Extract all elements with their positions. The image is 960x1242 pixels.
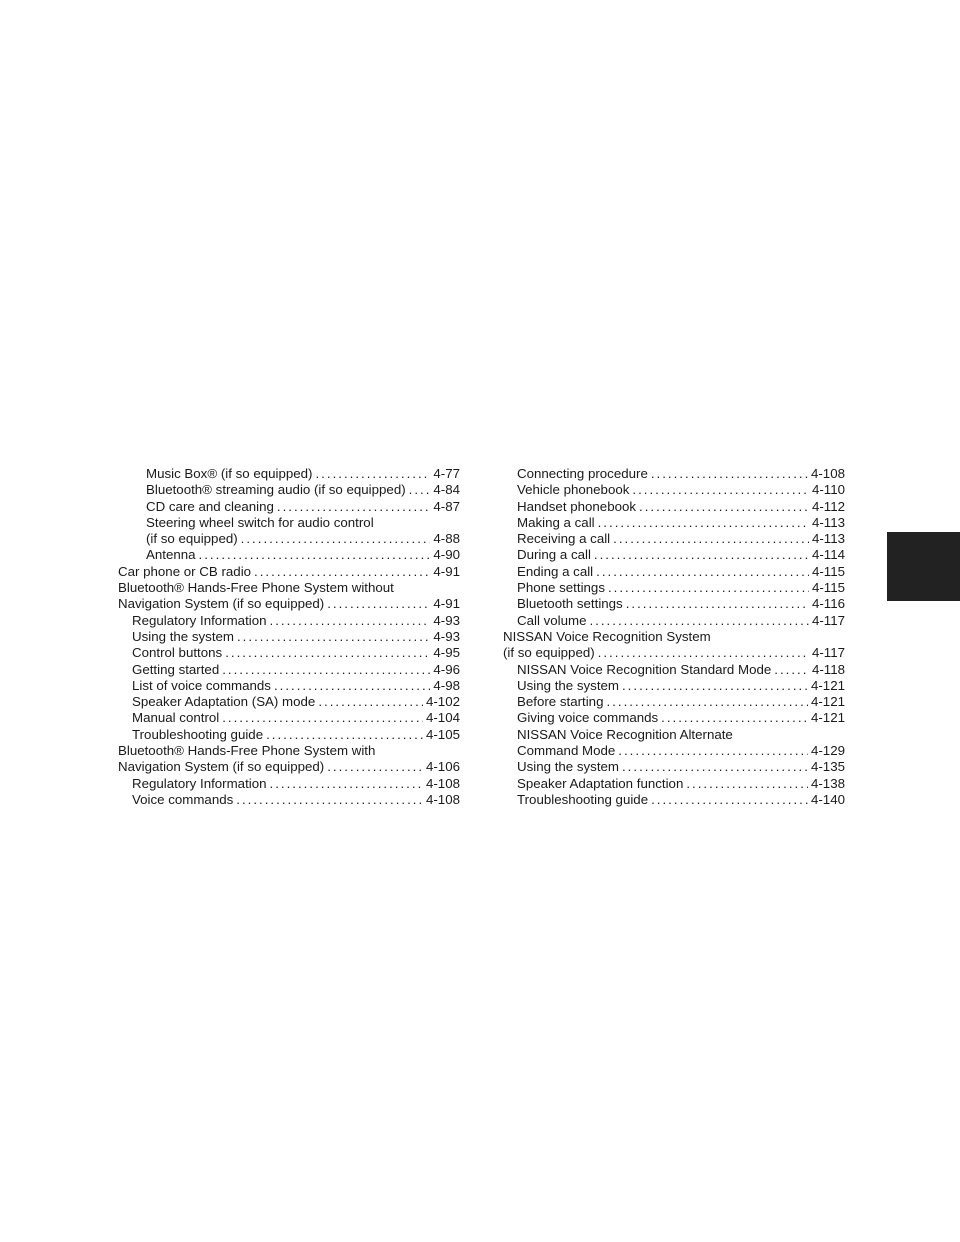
toc-entry-title-line: Bluetooth® Hands-Free Phone System without <box>118 580 394 596</box>
toc-entry[interactable] <box>503 662 845 678</box>
chapter-tab <box>887 532 960 601</box>
toc-entry-page: 4-104 <box>425 710 460 726</box>
toc-entry-title: Regulatory Information <box>132 775 267 791</box>
dot-leader <box>606 694 808 710</box>
toc-entry-page: 4-105 <box>425 726 460 742</box>
toc-entry[interactable] <box>118 776 460 792</box>
toc-entry-page: 4-117 <box>811 645 845 661</box>
toc-entry-title: Using the system <box>517 677 619 693</box>
toc-entry[interactable] <box>118 694 460 710</box>
toc-entry[interactable] <box>503 531 845 547</box>
toc-entry-title: Navigation System (if so equipped) <box>118 596 325 612</box>
toc-entry[interactable] <box>118 547 460 563</box>
toc-entry-page: 4-116 <box>811 596 845 612</box>
toc-entry-title: Command Mode <box>517 743 616 759</box>
toc-entry-page: 4-112 <box>811 498 845 514</box>
toc-entry[interactable] <box>503 694 845 710</box>
dot-leader <box>598 645 809 661</box>
toc-entry[interactable] <box>503 613 845 629</box>
toc-entry[interactable] <box>118 466 460 482</box>
toc-entry[interactable] <box>503 564 845 580</box>
dot-leader <box>315 466 430 482</box>
toc-entry-title: Using the system <box>132 628 234 644</box>
toc-entry-title: CD care and cleaning <box>146 498 274 514</box>
toc-entry-title: Control buttons <box>132 645 223 661</box>
dot-leader <box>274 678 430 694</box>
toc-entry[interactable] <box>118 792 460 808</box>
toc-entry-page: 4-113 <box>811 531 845 547</box>
toc-entry-page: 4-91 <box>433 596 460 612</box>
toc-entry-title-line: Bluetooth® Hands-Free Phone System with <box>118 743 376 759</box>
toc-entry-page: 4-102 <box>425 694 460 710</box>
toc-entry[interactable] <box>503 776 845 792</box>
toc-entry-title: Ending a call <box>517 563 594 579</box>
toc-entry[interactable] <box>118 662 460 678</box>
toc-entry-page: 4-129 <box>810 743 845 759</box>
toc-entry[interactable] <box>503 466 845 482</box>
dot-leader <box>237 629 430 645</box>
toc-entry-page: 4-77 <box>433 466 460 481</box>
toc-entry[interactable] <box>118 710 460 726</box>
dot-leader <box>622 759 808 775</box>
dot-leader <box>608 580 809 596</box>
dot-leader <box>270 776 423 792</box>
toc-entry-title: Vehicle phonebook <box>517 482 630 498</box>
toc-entry-page: 4-93 <box>433 612 460 628</box>
toc-entry-page: 4-96 <box>433 661 460 677</box>
dot-leader <box>594 547 809 563</box>
toc-entry-title: NISSAN Voice Recognition Standard Mode <box>517 661 772 677</box>
toc-entry-page: 4-90 <box>433 547 460 563</box>
toc-entry-page: 4-115 <box>811 580 845 596</box>
toc-entry[interactable] <box>118 580 460 613</box>
toc-entry-title: Navigation System (if so equipped) <box>118 759 325 775</box>
toc-entry-page: 4-108 <box>425 775 460 791</box>
dot-leader <box>327 596 430 612</box>
toc-entry-page: 4-117 <box>811 612 845 628</box>
dot-leader <box>277 499 431 515</box>
dot-leader <box>225 645 430 661</box>
toc-entry-title: Music Box® (if so equipped) <box>146 466 313 481</box>
toc-entry[interactable] <box>503 482 845 498</box>
dot-leader <box>318 694 423 710</box>
toc-entry-page: 4-108 <box>425 791 460 807</box>
toc-entry-title-line: NISSAN Voice Recognition System <box>503 628 711 644</box>
toc-entry-page: 4-91 <box>433 563 460 579</box>
toc-column-right <box>503 466 845 808</box>
toc-entry-title: Speaker Adaptation function <box>517 775 684 791</box>
toc-entry-title: Antenna <box>146 547 196 563</box>
dot-leader <box>409 482 431 498</box>
toc-entry[interactable] <box>118 515 460 548</box>
toc-entry-title: Getting started <box>132 661 220 677</box>
toc-entry[interactable] <box>118 499 460 515</box>
toc-entry-page: 4-106 <box>425 759 460 775</box>
dot-leader <box>589 613 809 629</box>
toc-entry-title: Bluetooth® streaming audio (if so equipped) <box>146 482 406 498</box>
toc-entry[interactable] <box>118 645 460 661</box>
toc-entry-page: 4-114 <box>811 547 845 563</box>
toc-entry-title: During a call <box>517 547 591 563</box>
toc-entry[interactable] <box>118 564 460 580</box>
dot-leader <box>241 531 431 547</box>
toc-entry-page: 4-121 <box>810 694 845 710</box>
toc-entry[interactable] <box>118 629 460 645</box>
toc-entry[interactable] <box>503 727 845 760</box>
toc-entry-page: 4-87 <box>433 498 460 514</box>
dot-leader <box>254 564 430 580</box>
toc-entry-title: Bluetooth settings <box>517 596 623 612</box>
toc-entry[interactable] <box>503 792 845 808</box>
toc-entry-page: 4-84 <box>433 482 460 498</box>
toc-entry-page: 4-135 <box>810 759 845 775</box>
toc-entry-page: 4-110 <box>811 482 845 498</box>
dot-leader <box>222 710 423 726</box>
toc-entry-page: 4-121 <box>810 710 845 726</box>
toc-entry-title: Speaker Adaptation (SA) mode <box>132 694 316 710</box>
toc-entry-title: Car phone or CB radio <box>118 563 252 579</box>
toc-entry[interactable] <box>118 743 460 776</box>
dot-leader <box>632 482 809 498</box>
toc-entry[interactable] <box>503 596 845 612</box>
dot-leader <box>618 743 808 759</box>
toc-entry[interactable] <box>118 678 460 694</box>
dot-leader <box>199 547 431 563</box>
dot-leader <box>236 792 423 808</box>
toc-entry-page: 4-95 <box>433 645 460 661</box>
toc-entry-title: Regulatory Information <box>132 612 267 628</box>
toc-entry[interactable] <box>118 613 460 629</box>
toc-entry-page: 4-138 <box>810 775 845 791</box>
toc-entry[interactable] <box>503 759 845 775</box>
toc-entry-title: (if so equipped) <box>146 531 238 547</box>
dot-leader <box>222 662 430 678</box>
dot-leader <box>686 776 808 792</box>
toc-entry-page: 4-121 <box>810 677 845 693</box>
toc-entry[interactable] <box>503 710 845 726</box>
toc-entry-title: Manual control <box>132 710 220 726</box>
toc-entry-title: Using the system <box>517 759 619 775</box>
dot-leader <box>651 466 808 482</box>
toc-entry-title: Call volume <box>517 612 587 628</box>
toc-entry[interactable] <box>503 499 845 515</box>
toc-entry-title: (if so equipped) <box>503 645 595 661</box>
toc-entry-title: Before starting <box>517 694 604 710</box>
toc-entry-title: Phone settings <box>517 580 605 596</box>
toc-entry-title: Receiving a call <box>517 531 611 547</box>
dot-leader <box>266 727 423 743</box>
dot-leader <box>327 759 423 775</box>
toc-entry[interactable] <box>503 629 845 662</box>
toc-entry[interactable] <box>503 580 845 596</box>
toc-entry[interactable] <box>503 547 845 563</box>
toc-entry-page: 4-113 <box>811 514 845 530</box>
dot-leader <box>270 613 431 629</box>
dot-leader <box>661 710 808 726</box>
toc-entry-title-line: Steering wheel switch for audio control <box>146 514 374 530</box>
toc-entry-page: 4-93 <box>433 628 460 644</box>
toc-entry[interactable] <box>503 515 845 531</box>
toc-entry-page: 4-108 <box>810 466 845 481</box>
toc-entry-page: 4-98 <box>433 677 460 693</box>
dot-leader <box>639 499 809 515</box>
toc-entry[interactable] <box>118 482 460 498</box>
toc-entry-page: 4-88 <box>433 531 460 547</box>
dot-leader <box>651 792 808 808</box>
dot-leader <box>596 564 809 580</box>
dot-leader <box>598 515 809 531</box>
dot-leader <box>622 678 808 694</box>
toc-entry-title: Handset phonebook <box>517 498 637 514</box>
toc-entry-title: Giving voice commands <box>517 710 659 726</box>
dot-leader <box>613 531 809 547</box>
toc-entry-page: 4-115 <box>811 563 845 579</box>
toc-entry-title: Voice commands <box>132 791 234 807</box>
dot-leader <box>774 662 809 678</box>
toc-entry-title: Troubleshooting guide <box>517 791 649 807</box>
toc-entry-page: 4-118 <box>811 661 845 677</box>
toc-entry-title: Connecting procedure <box>517 466 648 481</box>
dot-leader <box>626 596 809 612</box>
toc-entry[interactable] <box>503 678 845 694</box>
toc-entry-page: 4-140 <box>810 791 845 807</box>
toc-entry-title-line: NISSAN Voice Recognition Alternate <box>517 726 733 742</box>
toc-column-left <box>118 466 460 808</box>
toc-entry-title: Troubleshooting guide <box>132 726 264 742</box>
toc-entry-title: Making a call <box>517 514 595 530</box>
toc-entry[interactable] <box>118 727 460 743</box>
toc-entry-title: List of voice commands <box>132 677 271 693</box>
